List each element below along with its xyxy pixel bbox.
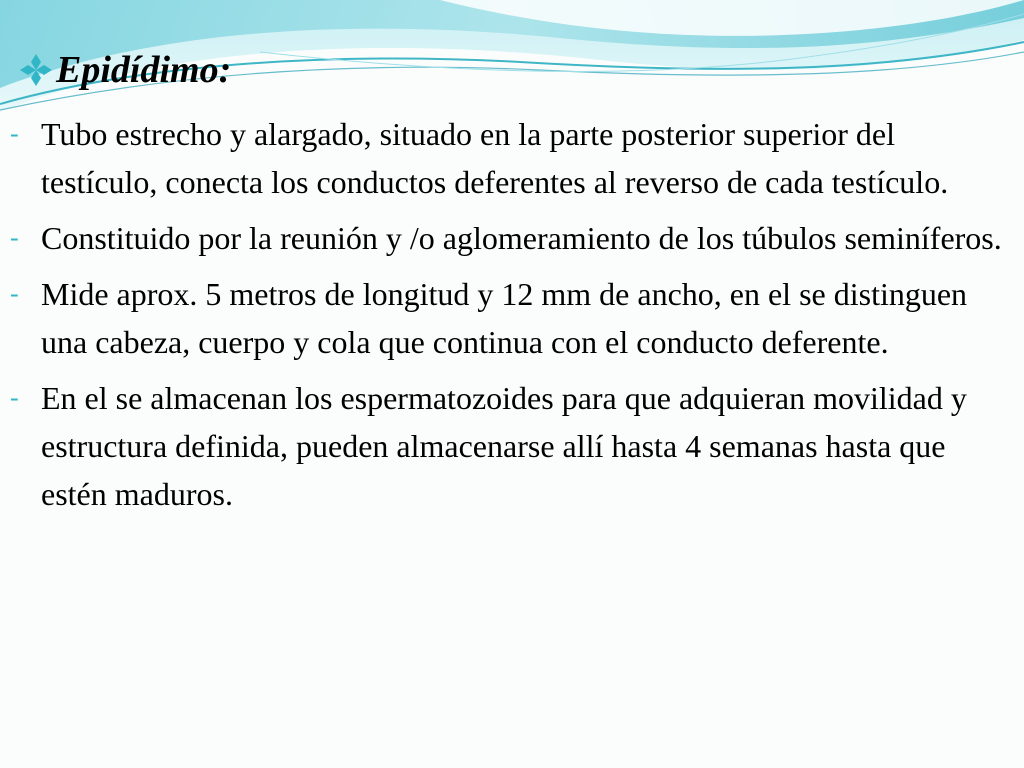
list-item-text: En el se almacenan los espermatozoides para que adquieran movilidad y estructura definida, pueden almacenarse allí hasta 4 semanas hasta que estén maduros. <box>41 380 967 512</box>
slide-title: Epidídimo: <box>56 49 232 91</box>
list-item-text: Constituido por la reunión y /o aglomeramiento de los túbulos seminíferos. <box>41 220 1002 256</box>
list-item <box>10 374 1010 518</box>
dash-bullet: - <box>10 279 19 308</box>
dash-bullet: - <box>10 119 19 148</box>
list-item <box>10 270 1010 366</box>
dash-bullet: - <box>10 383 19 412</box>
list-item <box>10 214 1010 262</box>
list-item <box>10 110 1010 206</box>
list-item-text: Mide aprox. 5 metros de longitud y 12 mm de ancho, en el se distinguen una cabeza, cuerpo y cola que continua con el conducto deferente. <box>41 276 968 360</box>
diamond-bullet-icon <box>16 50 56 90</box>
list-item-text: Tubo estrecho y alargado, situado en la parte posterior superior del testículo, conecta los conductos deferentes al reverso de cada testículo. <box>41 116 949 200</box>
title-row <box>16 42 231 98</box>
dash-bullet: - <box>10 223 19 252</box>
bullet-list <box>10 110 1010 526</box>
